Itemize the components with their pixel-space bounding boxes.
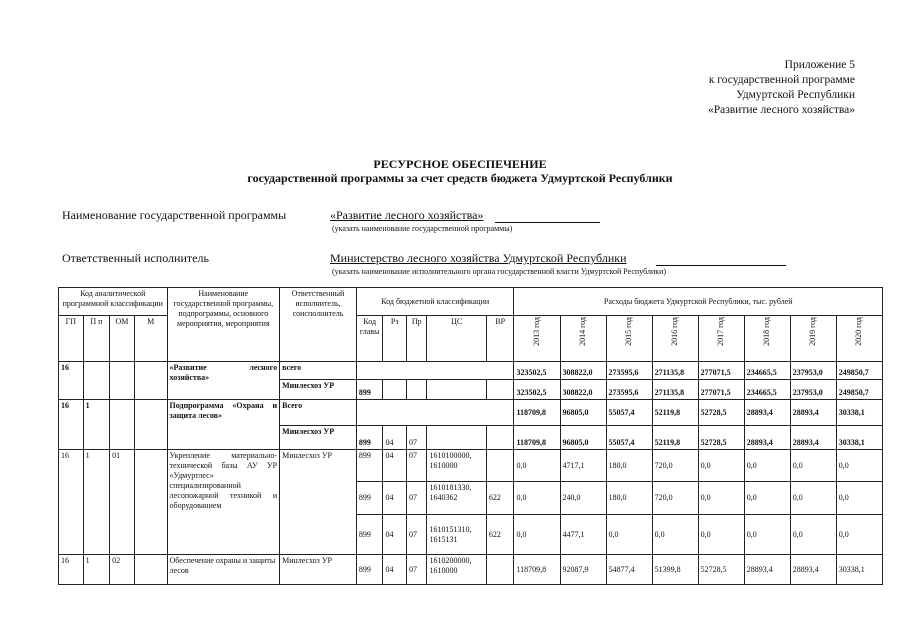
cell-responsible: Минлесхоз УР [280, 555, 357, 585]
cell-budget-code [356, 400, 514, 426]
header-year [836, 316, 882, 362]
year-label: 2014 год [578, 317, 588, 346]
cell-value: 0,0 [698, 450, 744, 482]
cell-value: 0,0 [744, 450, 790, 482]
cell-value: 30338,1 [836, 555, 882, 585]
resource-table [58, 287, 883, 585]
executor-label: Ответственный исполнитель [62, 251, 209, 265]
cell-value: 273595,6 [606, 380, 652, 400]
cell-cs [427, 380, 486, 400]
cell-value: 52119,8 [652, 400, 698, 426]
header-pr: Пр [407, 316, 427, 362]
program-value: «Развитие лесного хозяйства» [330, 208, 484, 222]
cell-value: 28893,4 [790, 400, 836, 426]
cell-m [134, 555, 167, 585]
cell-pp: 1 [83, 400, 110, 450]
cell-responsible: Минлесхоз УР [280, 426, 357, 450]
header-m: М [134, 316, 167, 362]
cell-grbs: 899 [356, 555, 383, 585]
cell-value: 51399,8 [652, 555, 698, 585]
document-title [180, 157, 740, 185]
cell-value: 28893,4 [744, 555, 790, 585]
cell-value: 4717,1 [560, 450, 606, 482]
cell-pr: 07 [407, 450, 427, 482]
cell-om [110, 400, 135, 450]
cell-value: 180,0 [606, 482, 652, 515]
cell-value: 4477,1 [560, 515, 606, 555]
cell-value: 323502,5 [514, 362, 560, 380]
cell-pp: 1 [83, 450, 110, 555]
cell-value: 30338,1 [836, 400, 882, 426]
title-line: государственной программы за счет средств бюджета Удмуртской Республики [247, 171, 673, 185]
program-label: Наименование государственной программы [62, 208, 287, 222]
cell-vr [486, 426, 514, 450]
cell-cs: 1610200000, 1610000 [427, 555, 486, 585]
cell-name: Подпрограмма «Охрана и защита лесов» [167, 400, 280, 450]
cell-gp: 16 [59, 362, 84, 400]
cell-rz: 04 [383, 450, 407, 482]
year-label: 2018 год [762, 317, 772, 346]
cell-grbs: 899 [356, 426, 383, 450]
cell-pr: 07 [407, 482, 427, 515]
cell-value: 0,0 [514, 450, 560, 482]
year-label: 2016 год [670, 317, 680, 346]
header-year [606, 316, 652, 362]
header-grbs: Код главы [356, 316, 383, 362]
header-year [514, 316, 560, 362]
cell-grbs: 899 [356, 515, 383, 555]
cell-value: 271135,8 [652, 380, 698, 400]
program-hint: (указать наименование государственной программы) [332, 224, 513, 233]
cell-vr: 622 [486, 515, 514, 555]
header-year [744, 316, 790, 362]
header-analytic-code: Код аналитической программной классификации [59, 288, 168, 316]
cell-value: 118709,8 [514, 555, 560, 585]
cell-value: 273595,6 [606, 362, 652, 380]
cell-om: 02 [110, 555, 135, 585]
cell-grbs: 899 [356, 482, 383, 515]
year-label: 2020 год [854, 317, 864, 346]
cell-vr [486, 380, 514, 400]
cell-value: 720,0 [652, 482, 698, 515]
year-label: 2013 год [531, 317, 541, 346]
program-underline [495, 222, 600, 223]
cell-value: 52728,5 [698, 426, 744, 450]
cell-value: 308822,0 [560, 380, 606, 400]
header-expenses: Расходы бюджета Удмуртской Республики, тыс. рублей [514, 288, 883, 316]
cell-value: 118709,8 [514, 426, 560, 450]
cell-value: 0,0 [698, 482, 744, 515]
cell-value: 234665,5 [744, 380, 790, 400]
cell-gp: 16 [59, 555, 84, 585]
cell-cs: 1610151310, 1615131 [427, 515, 486, 555]
cell-value: 96805,0 [560, 400, 606, 426]
appendix-line: к государственной программе [708, 74, 855, 86]
cell-value: 0,0 [790, 515, 836, 555]
cell-value: 52728,5 [698, 555, 744, 585]
cell-vr: 622 [486, 482, 514, 515]
header-year [790, 316, 836, 362]
cell-rz [383, 380, 407, 400]
cell-om: 01 [110, 450, 135, 555]
cell-gp: 16 [59, 400, 84, 450]
cell-cs [427, 426, 486, 450]
cell-value: 277071,5 [698, 362, 744, 380]
cell-value: 0,0 [744, 515, 790, 555]
cell-pr: 07 [407, 515, 427, 555]
cell-cs: 1610181330, 1640362 [427, 482, 486, 515]
cell-value: 52728,5 [698, 400, 744, 426]
cell-pp [83, 362, 110, 400]
cell-m [134, 400, 167, 450]
cell-rz: 04 [383, 555, 407, 585]
cell-pr [407, 380, 427, 400]
cell-value: 0,0 [698, 515, 744, 555]
title-line: РЕСУРСНОЕ ОБЕСПЕЧЕНИЕ [373, 157, 547, 171]
executor-underline [656, 265, 786, 266]
cell-value: 118709,8 [514, 400, 560, 426]
appendix-line: Приложение 5 [784, 59, 855, 71]
cell-value: 30338,1 [836, 426, 882, 450]
cell-om [110, 362, 135, 400]
cell-responsible: всего [280, 362, 357, 380]
cell-value: 0,0 [836, 450, 882, 482]
cell-value: 0,0 [790, 482, 836, 515]
cell-value: 249850,7 [836, 362, 882, 380]
cell-value: 277071,5 [698, 380, 744, 400]
cell-value: 28893,4 [790, 426, 836, 450]
cell-value: 52119,8 [652, 426, 698, 450]
cell-pr: 07 [407, 555, 427, 585]
cell-value: 180,0 [606, 450, 652, 482]
cell-value: 237953,0 [790, 362, 836, 380]
cell-rz: 04 [383, 426, 407, 450]
header-pp: П п [83, 316, 110, 362]
cell-pr: 07 [407, 426, 427, 450]
cell-grbs: 899 [356, 450, 383, 482]
cell-name: «Развитие лесного хозяйства» [167, 362, 280, 400]
cell-name: Обеспечение охраны и защиты лесов [167, 555, 280, 585]
year-label: 2015 год [624, 317, 634, 346]
cell-gp: 16 [59, 450, 84, 555]
cell-value: 0,0 [652, 515, 698, 555]
cell-m [134, 450, 167, 555]
cell-value: 0,0 [514, 482, 560, 515]
cell-value: 92087,9 [560, 555, 606, 585]
cell-value: 0,0 [836, 515, 882, 555]
cell-value: 308822,0 [560, 362, 606, 380]
header-year [560, 316, 606, 362]
cell-value: 28893,4 [744, 400, 790, 426]
cell-value: 720,0 [652, 450, 698, 482]
cell-value: 0,0 [514, 515, 560, 555]
cell-grbs: 899 [356, 380, 383, 400]
cell-vr [486, 555, 514, 585]
header-responsible: Ответственный исполнитель, соисполнитель [280, 288, 357, 362]
cell-name: Укрепление материально-технической базы АУ УР «Удмуртлес» специализированной лесопожарной техникой и оборудованием [167, 450, 280, 555]
cell-value: 28893,4 [744, 426, 790, 450]
cell-value: 55057,4 [606, 400, 652, 426]
appendix-line: Удмуртской Республики [736, 89, 855, 101]
cell-rz: 04 [383, 482, 407, 515]
cell-responsible: Всего [280, 400, 357, 426]
cell-value: 96805,0 [560, 426, 606, 450]
cell-value: 54877,4 [606, 555, 652, 585]
cell-pp: 1 [83, 555, 110, 585]
cell-value: 0,0 [744, 482, 790, 515]
cell-value: 0,0 [790, 450, 836, 482]
header-name: Наименование государственной программы, подпрограммы, основного мероприятия, мероприятия [167, 288, 280, 362]
header-year [698, 316, 744, 362]
cell-value: 240,0 [560, 482, 606, 515]
cell-value: 271135,8 [652, 362, 698, 380]
header-cs: ЦС [427, 316, 486, 362]
cell-value: 55057,4 [606, 426, 652, 450]
cell-vr [486, 450, 514, 482]
header-budget-code: Код бюджетной классификации [356, 288, 514, 316]
cell-responsible: Минлесхоз УР [280, 380, 357, 400]
executor-hint: (указать наименование исполнительного органа государственной власти Удмуртской Республики) [332, 267, 667, 276]
cell-responsible: Минлесхоз УР [280, 450, 357, 555]
header-om: ОМ [110, 316, 135, 362]
appendix-line: «Развитие лесного хозяйства» [707, 104, 855, 116]
header-vr: ВР [486, 316, 514, 362]
year-label: 2017 год [716, 317, 726, 346]
appendix-block [640, 58, 855, 118]
year-label: 2019 год [808, 317, 818, 346]
cell-value: 237953,0 [790, 380, 836, 400]
executor-value: Министерство лесного хозяйства Удмуртской Республики [330, 251, 627, 265]
header-year [652, 316, 698, 362]
header-rz: Рз [383, 316, 407, 362]
cell-value: 234665,5 [744, 362, 790, 380]
cell-value: 28893,4 [790, 555, 836, 585]
header-gp: ГП [59, 316, 84, 362]
cell-m [134, 362, 167, 400]
cell-value: 0,0 [606, 515, 652, 555]
cell-value: 249850,7 [836, 380, 882, 400]
cell-cs: 1610100000, 1610000 [427, 450, 486, 482]
cell-value: 0,0 [836, 482, 882, 515]
cell-value: 323502,5 [514, 380, 560, 400]
cell-rz: 04 [383, 515, 407, 555]
cell-budget-code [356, 362, 514, 380]
